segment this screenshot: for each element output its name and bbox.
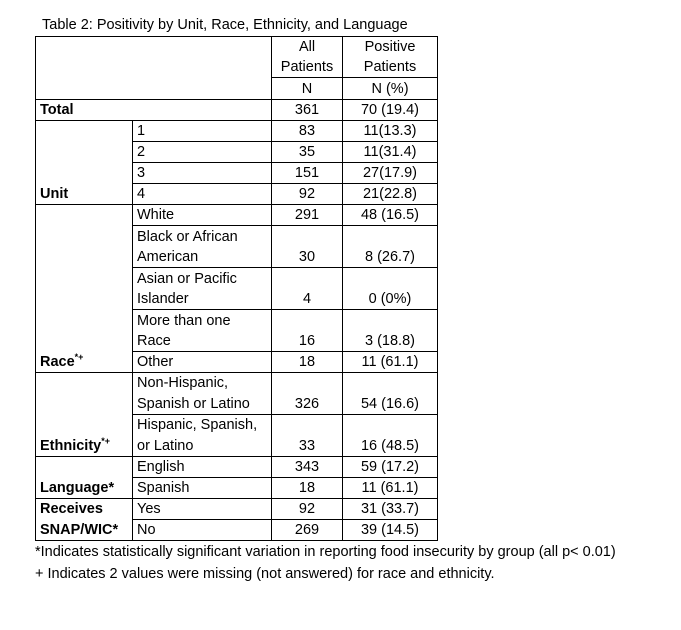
table-row <box>36 456 438 477</box>
race-positive: 11 (61.1) <box>343 351 438 372</box>
snap-sub: Yes <box>133 498 272 519</box>
unit-n: 83 <box>272 121 343 142</box>
unit-positive: 27(17.9) <box>343 163 438 184</box>
unit-sub: 1 <box>133 121 272 142</box>
unit-positive: 11(13.3) <box>343 121 438 142</box>
ethnicity-n: 33 <box>272 435 343 456</box>
unit-sub: 2 <box>133 142 272 163</box>
table-row <box>36 498 438 519</box>
ethnicity-sub: Spanish or Latino <box>133 393 272 414</box>
ethnicity-positive: 54 (16.6) <box>343 393 438 414</box>
race-marks: *+ <box>74 351 84 362</box>
snap-n: 92 <box>272 498 343 519</box>
snap-positive: 39 (14.5) <box>343 519 438 540</box>
race-positive: 3 (18.8) <box>343 331 438 352</box>
total-n: 361 <box>272 100 343 121</box>
race-n: 4 <box>272 289 343 310</box>
ethnicity-positive: 16 (48.5) <box>343 435 438 456</box>
table-row <box>36 121 438 142</box>
footnote-significance: *Indicates statistically significant variation in reporting food insecurity by group (all p< 0.01) <box>35 544 616 560</box>
total-row <box>36 100 438 121</box>
language-sub: English <box>133 456 272 477</box>
race-sub: Other <box>133 351 272 372</box>
race-label: Race*+ <box>36 205 133 373</box>
snap-label-line2: SNAP/WIC* <box>36 519 133 540</box>
language-sub: Spanish <box>133 477 272 498</box>
language-n: 343 <box>272 456 343 477</box>
unit-n: 35 <box>272 142 343 163</box>
language-positive: 59 (17.2) <box>343 456 438 477</box>
footnotes <box>35 541 616 585</box>
header-blank-cell <box>36 37 272 100</box>
language-positive: 11 (61.1) <box>343 477 438 498</box>
table-caption: Table 2: Positivity by Unit, Race, Ethnicity, and Language <box>42 17 408 33</box>
total-positive: 70 (19.4) <box>343 100 438 121</box>
header-all-n: N <box>272 78 343 100</box>
race-positive: 48 (16.5) <box>343 205 438 226</box>
positivity-table <box>35 36 438 541</box>
total-label: Total <box>36 100 272 121</box>
race-sub: Black or African <box>133 226 272 247</box>
ethnicity-sub: Non-Hispanic, <box>133 372 272 393</box>
header-positive-line2: Patients <box>343 57 438 78</box>
race-sub: American <box>133 247 272 268</box>
race-sub: Asian or Pacific <box>133 268 272 289</box>
ethnicity-sub: Hispanic, Spanish, <box>133 414 272 435</box>
snap-n: 269 <box>272 519 343 540</box>
snap-positive: 31 (33.7) <box>343 498 438 519</box>
unit-positive: 11(31.4) <box>343 142 438 163</box>
table-row <box>36 372 438 393</box>
race-n: 18 <box>272 351 343 372</box>
table-row <box>36 519 438 540</box>
race-sub: Race <box>133 331 272 352</box>
race-positive: 8 (26.7) <box>343 247 438 268</box>
header-all-line1: All <box>272 37 343 58</box>
header-row <box>36 37 438 58</box>
language-n: 18 <box>272 477 343 498</box>
snap-label-line1: Receives <box>36 498 133 519</box>
race-n: 16 <box>272 331 343 352</box>
unit-label: Unit <box>36 121 133 205</box>
ethnicity-n: 326 <box>272 393 343 414</box>
ethnicity-label: Ethnicity*+ <box>36 372 133 456</box>
unit-n: 92 <box>272 184 343 205</box>
unit-sub: 4 <box>133 184 272 205</box>
race-n: 291 <box>272 205 343 226</box>
race-sub: More than one <box>133 310 272 331</box>
header-positive-n: N (%) <box>343 78 438 100</box>
ethnicity-sub: or Latino <box>133 435 272 456</box>
race-n: 30 <box>272 247 343 268</box>
unit-positive: 21(22.8) <box>343 184 438 205</box>
unit-n: 151 <box>272 163 343 184</box>
race-sub: Islander <box>133 289 272 310</box>
language-label: Language* <box>36 456 133 498</box>
unit-sub: 3 <box>133 163 272 184</box>
footnote-missing: + Indicates 2 values were missing (not answered) for race and ethnicity. <box>35 566 495 582</box>
table-row <box>36 205 438 226</box>
ethnicity-marks: *+ <box>101 435 110 446</box>
header-all-line2: Patients <box>272 57 343 78</box>
header-positive-line1: Positive <box>343 37 438 58</box>
race-sub: White <box>133 205 272 226</box>
snap-sub: No <box>133 519 272 540</box>
race-positive: 0 (0%) <box>343 289 438 310</box>
